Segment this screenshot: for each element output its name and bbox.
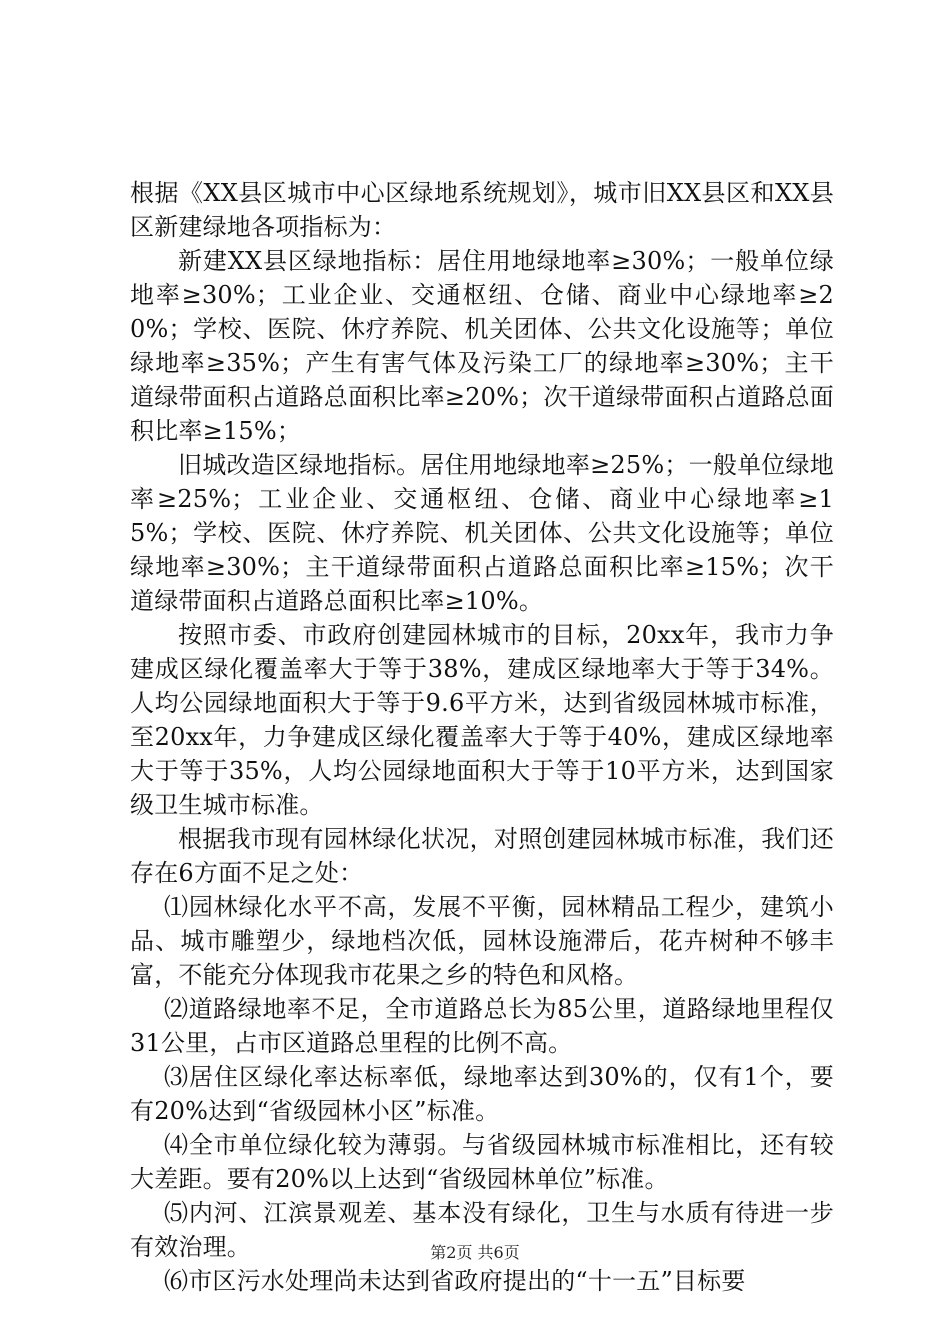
list-item-shortcoming-4: ⑷全市单位绿化较为薄弱。与省级园林城市标准相比，还有较大差距。要有20%以上达到“省级园林单位”标准。 (130, 1131, 834, 1193)
page-number-footer: 第2页 共6页 (430, 1243, 520, 1262)
paragraph-old-area-indicators: 旧城改造区绿地指标。居住用地绿地率≥25%；一般单位绿地率≥25%；工业企业、交通枢纽、仓储、商业中心绿地率≥15%；学校、医院、休疗养院、机关团体、公共文化设施等；单位绿地率≥30%；主干道绿带面积占道路总面积比率≥15%；次干道绿带面积占道路总面积比率≥10%。 (130, 451, 834, 615)
paragraph-garden-city-goals: 按照市委、市政府创建园林城市的目标，20xx年，我市力争建成区绿化覆盖率大于等于38%，建成区绿地率大于等于34%。人均公园绿地面积大于等于9.6平方米，达到省级园林城市标准，至20xx年，力争建成区绿化覆盖率大于等于40%，建成区绿地率大于等于35%，人均公园绿地面积大于等于10平方米，达到国家级卫生城市标准。 (130, 621, 834, 819)
list-item-shortcoming-1: ⑴园林绿化水平不高，发展不平衡，园林精品工程少，建筑小品、城市雕塑少，绿地档次低，园林设施滞后，花卉树种不够丰富，不能充分体现我市花果之乡的特色和风格。 (130, 893, 834, 989)
list-item-shortcoming-5: ⑸内河、江滨景观差、基本没有绿化，卫生与水质有待进一步有效治理。 (130, 1199, 834, 1261)
document-body (130, 176, 834, 1298)
paragraph-shortcomings-intro: 根据我市现有园林绿化状况，对照创建园林城市标准，我们还存在6方面不足之处： (130, 825, 834, 887)
list-item-shortcoming-3: ⑶居住区绿化率达标率低，绿地率达到30%的，仅有1个，要有20%达到“省级园林小区”标准。 (130, 1063, 834, 1125)
list-item-shortcoming-6: ⑹市区污水处理尚未达到省政府提出的“十一五”目标要 (164, 1267, 746, 1295)
paragraph-new-area-indicators: 新建XX县区绿地指标：居住用地绿地率≥30%；一般单位绿地率≥30%；工业企业、交通枢纽、仓储、商业中心绿地率≥20%；学校、医院、休疗养院、机关团体、公共文化设施等；单位绿地率≥35%；产生有害气体及污染工厂的绿地率≥30%；主干道绿带面积占道路总面积比率≥20%；次干道绿带面积占道路总面积比率≥15%； (130, 247, 834, 445)
paragraph-intro: 根据《XX县区城市中心区绿地系统规划》，城市旧XX县区和XX县区新建绿地各项指标为： (130, 179, 834, 241)
list-item-shortcoming-2: ⑵道路绿地率不足，全市道路总长为85公里，道路绿地里程仅31公里，占市区道路总里程的比例不高。 (130, 995, 834, 1057)
